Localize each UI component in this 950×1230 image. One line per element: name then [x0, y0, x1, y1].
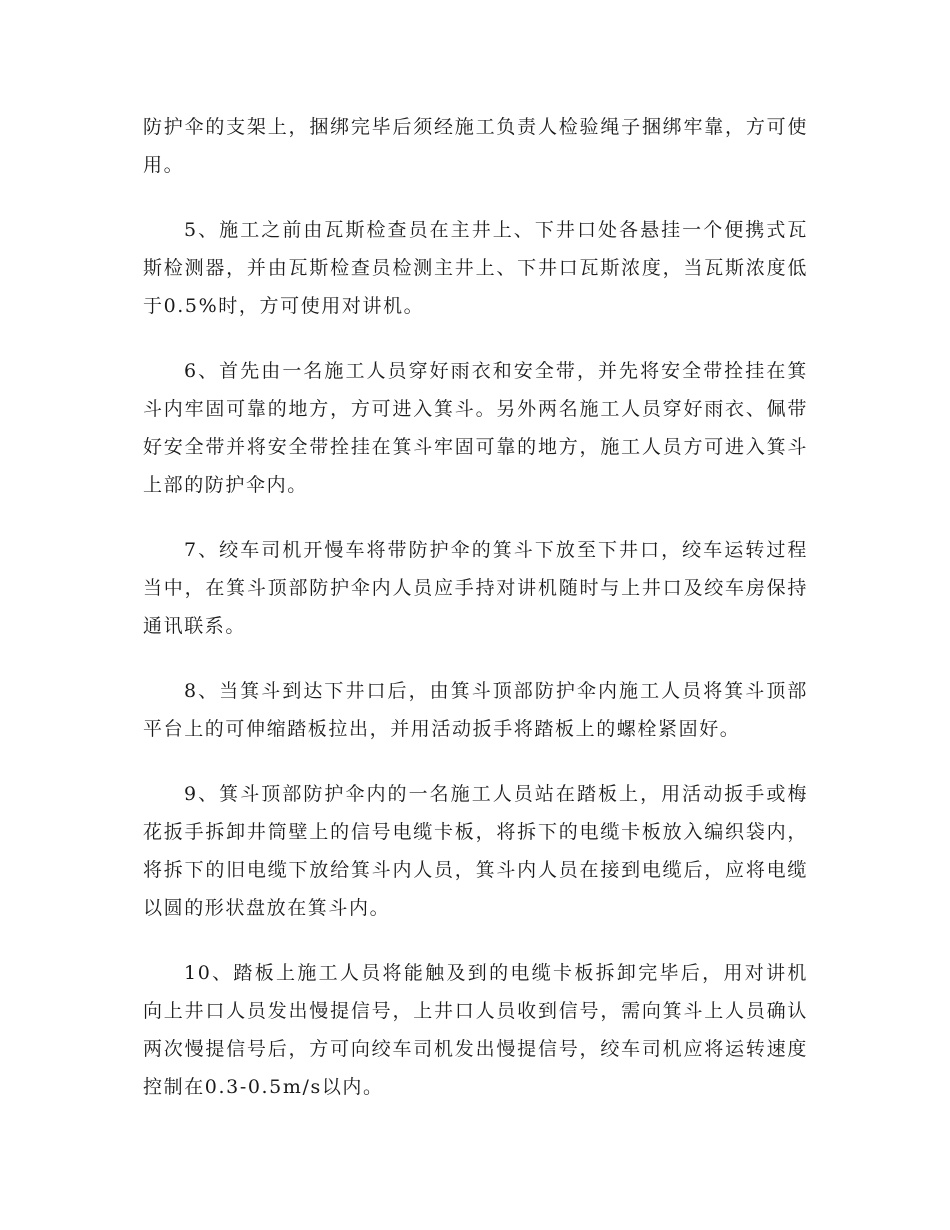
paragraph-item-8: 8、当箕斗到达下井口后，由箕斗顶部防护伞内施工人员将箕斗顶部平台上的可伸缩踏板拉出，并用活动扳手将踏板上的螺栓紧固好。 [143, 680, 808, 740]
paragraph-item-9: 9、箕斗顶部防护伞内的一名施工人员站在踏板上，用活动扳手或梅花扳手拆卸井筒壁上的信号电缆卡板，将拆下的电缆卡板放入编织袋内，将拆下的旧电缆下放给箕斗内人员，箕斗内人员在接到电缆后，应将电缆以圆的形状盘放在箕斗内。 [143, 783, 808, 919]
paragraph-item-7: 7、绞车司机开慢车将带防护伞的箕斗下放至下井口，绞车运转过程当中，在箕斗顶部防护伞内人员应手持对讲机随时与上井口及绞车房保持通讯联系。 [143, 539, 808, 637]
paragraph-continuation: 防护伞的支架上，捆绑完毕后须经施工负责人检验绳子捆绑牢靠，方可使用。 [143, 116, 808, 176]
paragraph-item-6: 6、首先由一名施工人员穿好雨衣和安全带，并先将安全带拴挂在箕斗内牢固可靠的地方，方可进入箕斗。另外两名施工人员穿好雨衣、佩带好安全带并将安全带拴挂在箕斗牢固可靠的地方，施工人员方可进入箕斗上部的防护伞内。 [143, 360, 808, 496]
paragraph-item-5: 5、施工之前由瓦斯检查员在主井上、下井口处各悬挂一个便携式瓦斯检测器，并由瓦斯检查员检测主井上、下井口瓦斯浓度，当瓦斯浓度低于0.5%时，方可使用对讲机。 [143, 219, 808, 317]
document-body [143, 108, 808, 1133]
paragraph-item-10: 10、踏板上施工人员将能触及到的电缆卡板拆卸完毕后，用对讲机向上井口人员发出慢提信号，上井口人员收到信号，需向箕斗上人员确认两次慢提信号后，方可向绞车司机发出慢提信号，绞车司机应将运转速度控制在0.3-0.5m/s以内。 [143, 962, 808, 1098]
